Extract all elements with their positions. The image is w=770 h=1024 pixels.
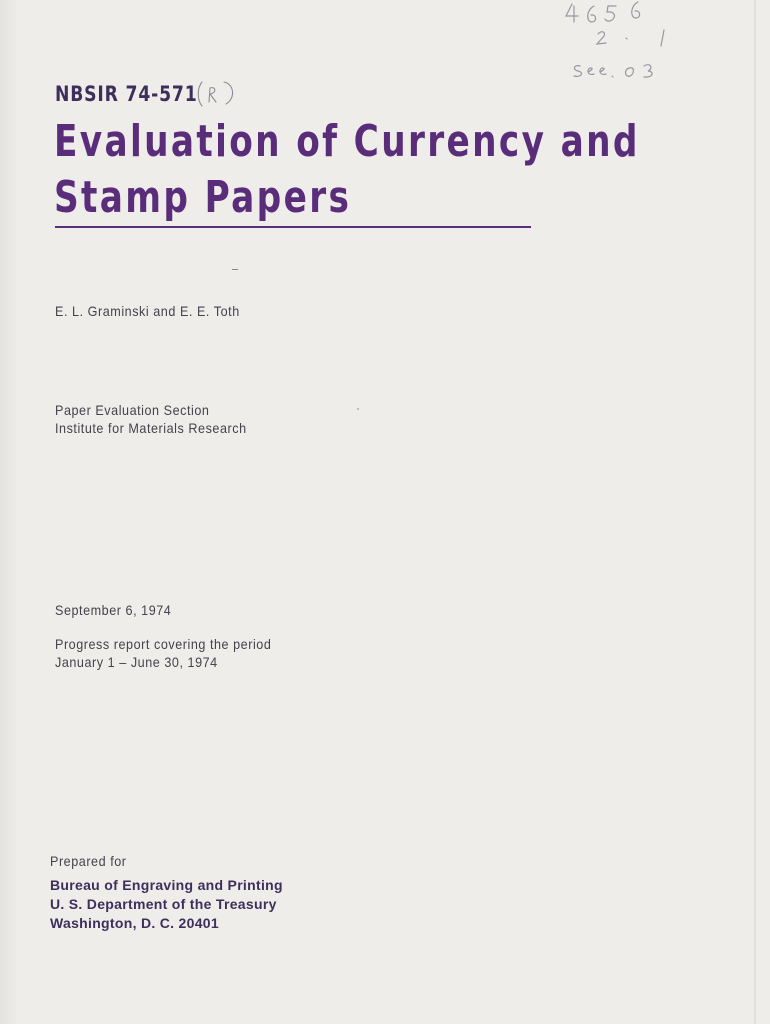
sponsor-address: Washington, D. C. 20401 (50, 915, 219, 931)
report-period-label: Progress report covering the period (55, 636, 272, 652)
report-number: NBSIR 74-571 (55, 82, 198, 106)
title-line-2: Stamp Papers (54, 172, 352, 223)
report-period-dates: January 1 – June 30, 1974 (55, 654, 218, 670)
handwritten-notes (560, 0, 690, 90)
prepared-for-label: Prepared for (50, 853, 127, 869)
organization-section: Paper Evaluation Section (55, 402, 210, 418)
title-underline (55, 226, 531, 228)
document-title (54, 114, 640, 226)
stray-mark (232, 269, 238, 270)
sponsor-department: U. S. Department of the Treasury (50, 896, 277, 912)
paper-speck (357, 408, 359, 410)
scan-edge-shading (0, 0, 18, 1024)
authors: E. L. Graminski and E. E. Toth (55, 303, 240, 319)
handwritten-report-suffix (196, 78, 240, 108)
organization-institute: Institute for Materials Research (55, 420, 247, 436)
title-line-1: Evaluation of Currency and (54, 116, 640, 167)
page-edge-line (754, 0, 756, 1024)
report-date: September 6, 1974 (55, 602, 172, 618)
sponsor-bureau: Bureau of Engraving and Printing (50, 877, 283, 893)
